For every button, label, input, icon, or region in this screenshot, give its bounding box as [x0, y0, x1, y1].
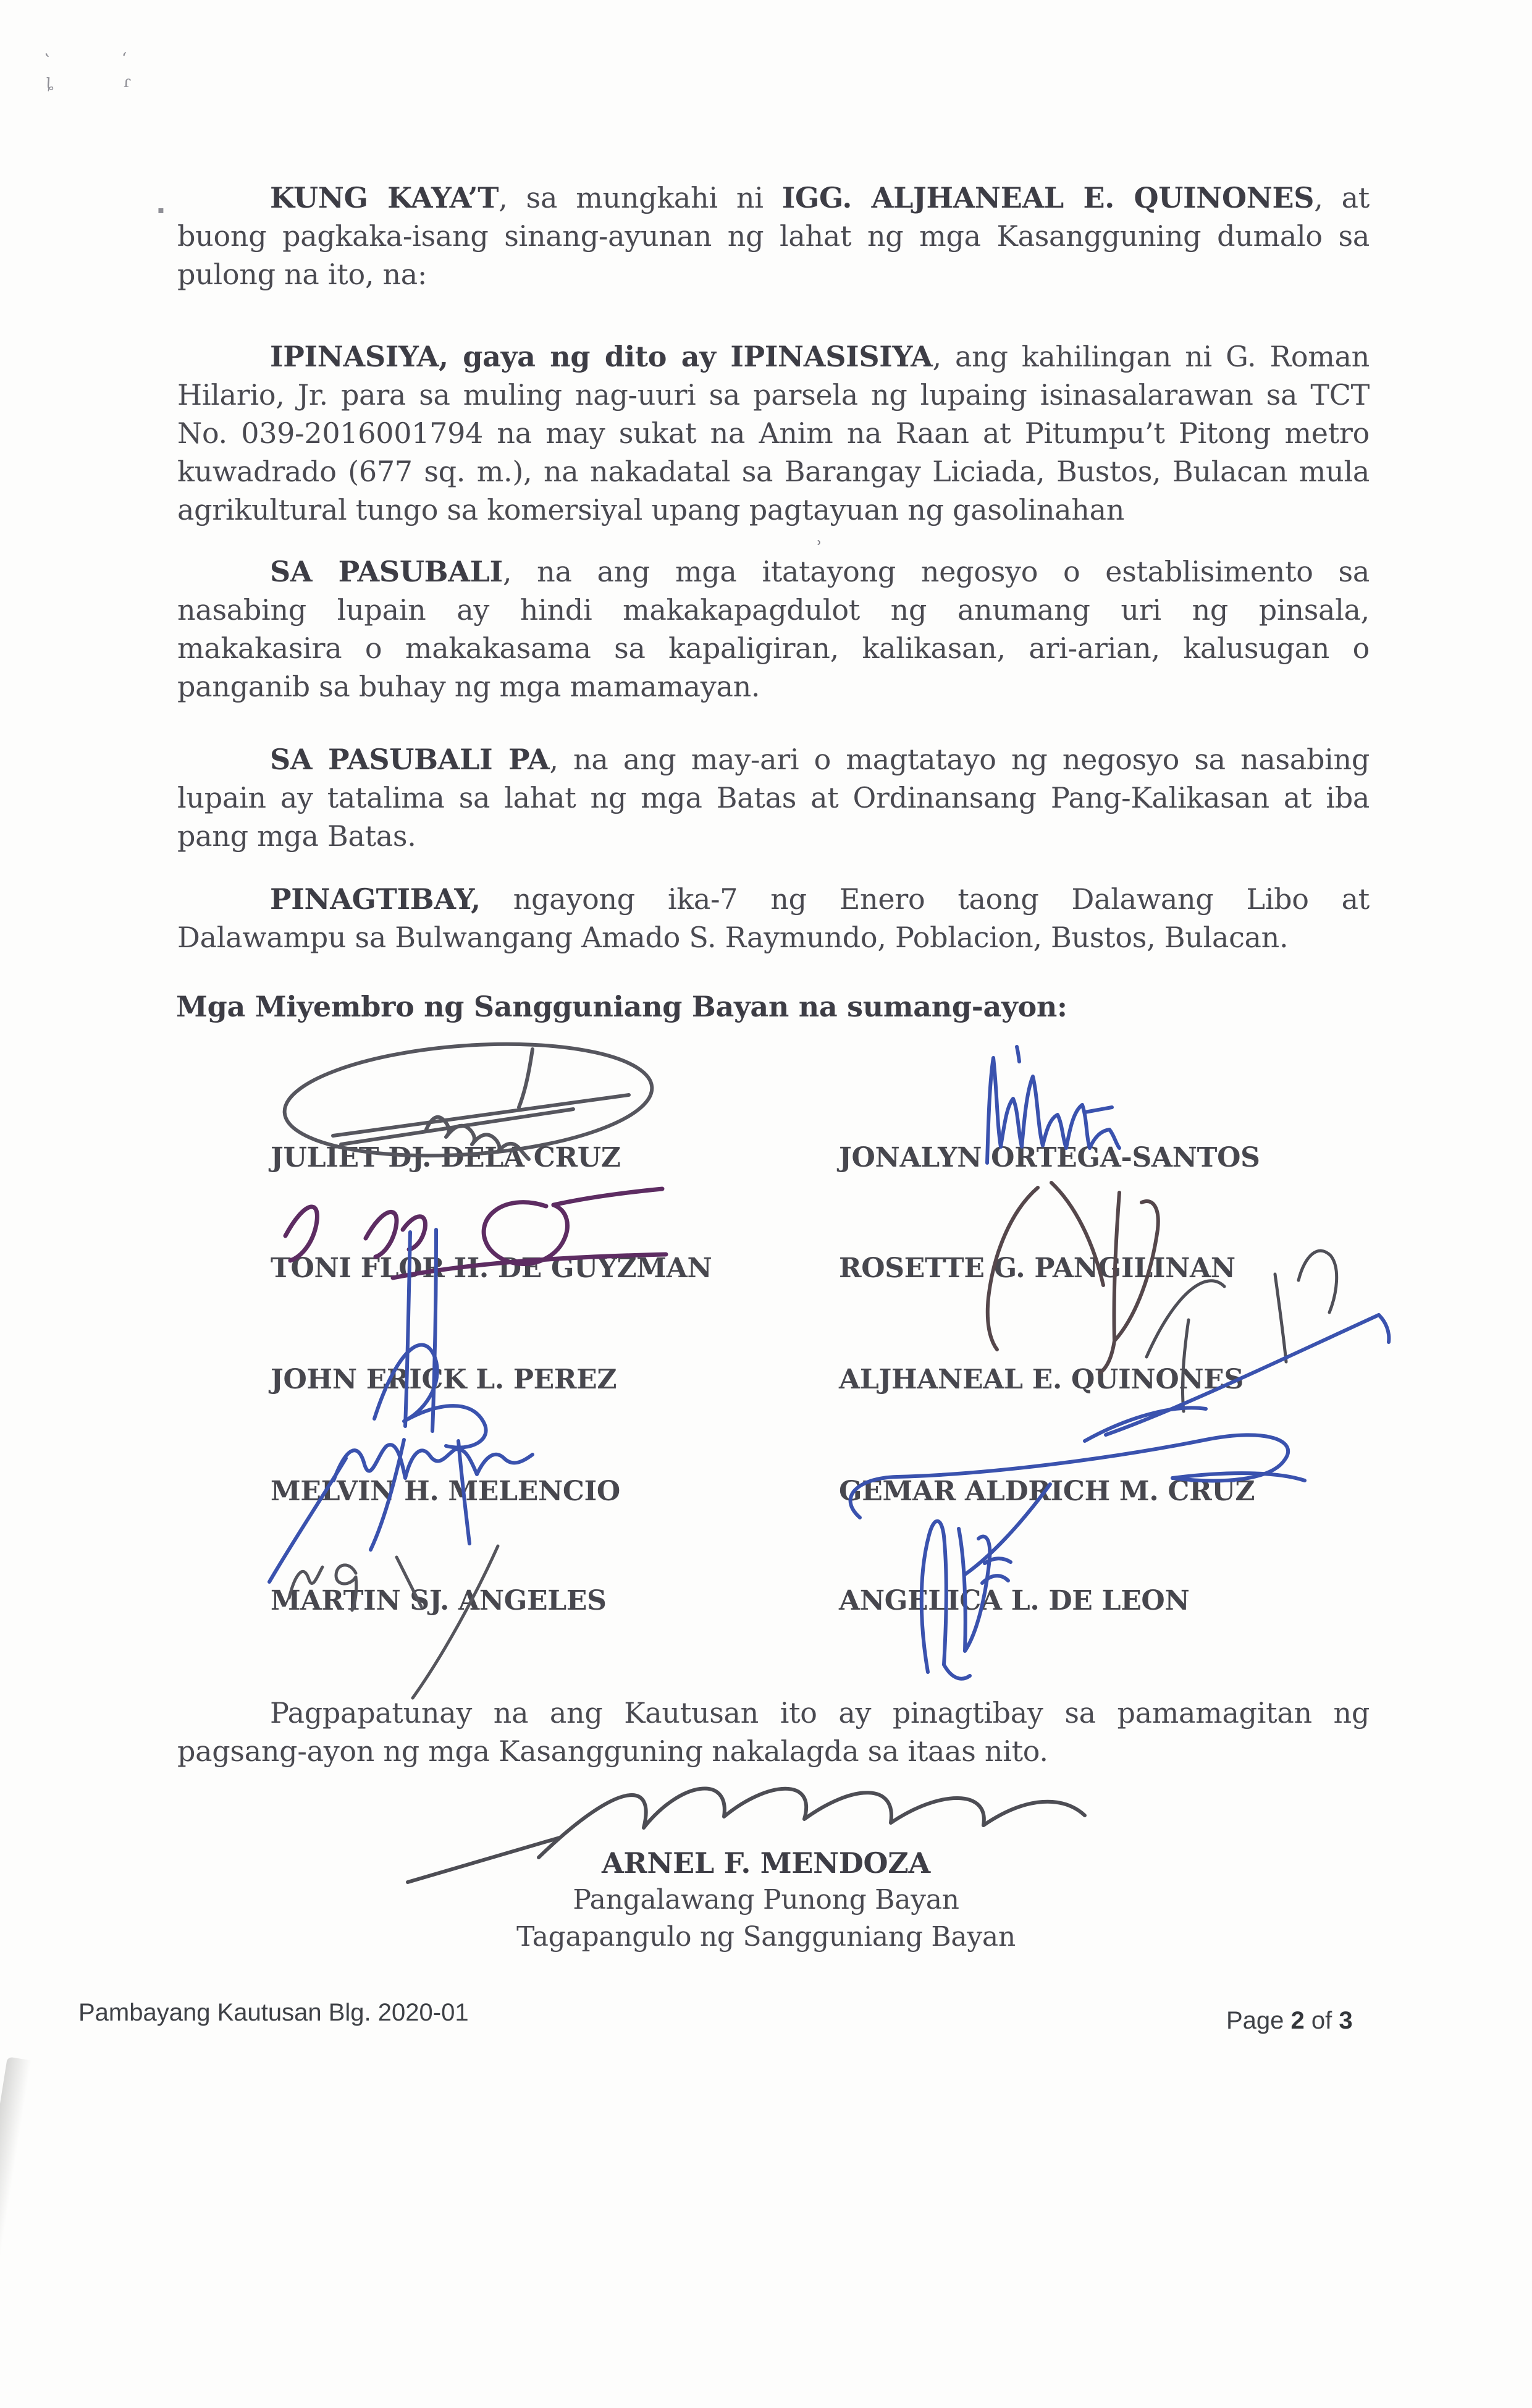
- scan-speck: ‛: [43, 50, 53, 70]
- text-line: pulong na ito, na:: [177, 258, 427, 291]
- members-heading: Mga Miyembro ng Sangguniang Bayan na sumang-ayon:: [176, 990, 1067, 1023]
- member-name-aljhaneal-quinones: ALJHANEAL E. QUINONES: [839, 1364, 1244, 1395]
- text-segment: , at: [1314, 181, 1370, 214]
- text-line: panganib sa buhay ng mga mamamayan.: [177, 670, 760, 703]
- signatory-block: [0, 1844, 1532, 1956]
- footer-page-number: [1226, 2007, 1353, 2035]
- signature-martin-angeles: [289, 1546, 498, 1698]
- text-line: pang mga Batas.: [177, 819, 416, 853]
- member-name-angelica-de-leon: ANGELICA L. DE LEON: [839, 1585, 1190, 1616]
- paragraph-sa-pasubali-pa: [177, 740, 1370, 855]
- text-line: kuwadrado (677 sq. m.), na nakadatal sa Barangay Liciada, Bustos, Bulacan mula: [177, 455, 1370, 488]
- member-name-toni-flor-de-guyzman: TONI FLOR H. DE GUYZMAN: [271, 1253, 712, 1284]
- text-line: No. 039-2016001794 na may sukat na Anim na Raan at Pitumpu’t Pitong metro: [177, 416, 1370, 450]
- text-segment: , na ang may-ari o magtatayo ng negosyo sa nasabing: [549, 743, 1370, 776]
- text-line: Dalawampu sa Bulwangang Amado S. Raymundo, Poblacion, Bustos, Bulacan.: [177, 921, 1289, 954]
- scan-speck: ʾ: [817, 538, 823, 559]
- text-segment: , sa mungkahi ni: [499, 181, 782, 214]
- text-line: [177, 179, 1370, 217]
- text-line: [177, 880, 1370, 918]
- text-line: lupain ay tatalima sa lahat ng mga Batas at Ordinansang Pang-Kalikasan at iba: [177, 781, 1370, 814]
- scan-speck: ɾ: [123, 72, 132, 92]
- text-line: nasabing lupain ay hindi makakapagdulot ng anumang uri ng pinsala,: [177, 593, 1370, 627]
- text-line: pagsang-ayon ng mga Kasangguning nakalagda sa itaas nito.: [177, 1734, 1048, 1768]
- footer-document-number: Pambayang Kautusan Blg. 2020-01: [78, 1999, 469, 2026]
- text-line: agrikultural tungo sa komersiyal upang pagtayuan ng gasolinahan: [177, 493, 1125, 526]
- bold-phrase: SA PASUBALI PA: [270, 743, 550, 776]
- member-name-gemar-aldrich-cruz: GEMAR ALDRICH M. CRUZ: [839, 1476, 1255, 1507]
- paragraph-pagpapatunay: [177, 1694, 1370, 1770]
- text-line: [177, 740, 1370, 779]
- member-name-juliet-dela-cruz: JULIET DJ. DELA CRUZ: [271, 1142, 621, 1173]
- member-name-melvin-melencio: MELVIN H. MELENCIO: [271, 1476, 620, 1507]
- bold-phrase: SA PASUBALI: [270, 555, 503, 588]
- bold-phrase: KUNG KAYA’T: [270, 181, 499, 214]
- page-fold-shadow: [0, 2056, 36, 2262]
- paragraph-sa-pasubali: [177, 552, 1370, 706]
- paragraph-ipinasiya: [177, 337, 1370, 529]
- signatory-title: Pangalawang Punong Bayan: [573, 1884, 959, 1916]
- text-segment: ngayong ika-7 ng Enero taong Dalawang Libo at: [480, 882, 1370, 916]
- signature-melvin-melencio: [269, 1445, 532, 1582]
- bold-phrase: IGG. ALJHANEAL E. QUINONES: [781, 181, 1315, 214]
- text-segment: , ang kahilingan ni G. Roman: [932, 340, 1370, 373]
- paragraph-pinagtibay: [177, 880, 1370, 957]
- footer-page-word: Page: [1226, 2007, 1291, 2034]
- paragraph-kung-kayat: [177, 179, 1370, 294]
- scan-speck: ▪: [158, 204, 164, 216]
- member-name-martin-angeles: MARTIN SJ. ANGELES: [271, 1585, 607, 1616]
- footer-of-word: of: [1304, 2007, 1339, 2034]
- signatory-name: ARNEL F. MENDOZA: [602, 1846, 930, 1880]
- bold-phrase: IPINASIYA, gaya ng dito ay IPINASISIYA: [270, 340, 933, 373]
- member-name-john-erick-perez: JOHN ERICK L. PEREZ: [271, 1364, 617, 1395]
- scan-speck: ʻ: [119, 49, 128, 69]
- text-line: [177, 337, 1370, 376]
- text-line: Hilario, Jr. para sa muling nag-uuri sa parsela ng lupaing isinasalarawan sa TCT: [177, 378, 1370, 412]
- member-name-rosette-pangilinan: ROSETTE G. PANGILINAN: [839, 1253, 1235, 1284]
- text-line: Pagpapatunay na ang Kautusan ito ay pinagtibay sa pamamagitan ng: [270, 1696, 1370, 1730]
- bold-phrase: PINAGTIBAY,: [270, 882, 481, 916]
- text-segment: , na ang mga itatayong negosyo o establisimento sa: [502, 555, 1370, 588]
- footer-page-num: 2: [1290, 2007, 1305, 2034]
- member-name-jonalyn-ortega-santos: JONALYN ORTEGA-SANTOS: [839, 1142, 1260, 1173]
- footer-page-total: 3: [1339, 2007, 1353, 2034]
- scan-speck: ȴ: [44, 75, 55, 95]
- text-line: buong pagkaka-isang sinang-ayunan ng lahat ng mga Kasangguning dumalo sa: [177, 219, 1370, 253]
- text-line: [177, 552, 1370, 591]
- signatory-title: Tagapangulo ng Sangguniang Bayan: [516, 1921, 1016, 1953]
- text-line: makakasira o makakasama sa kapaligiran, kalikasan, ari-arian, kalusugan o: [177, 632, 1370, 665]
